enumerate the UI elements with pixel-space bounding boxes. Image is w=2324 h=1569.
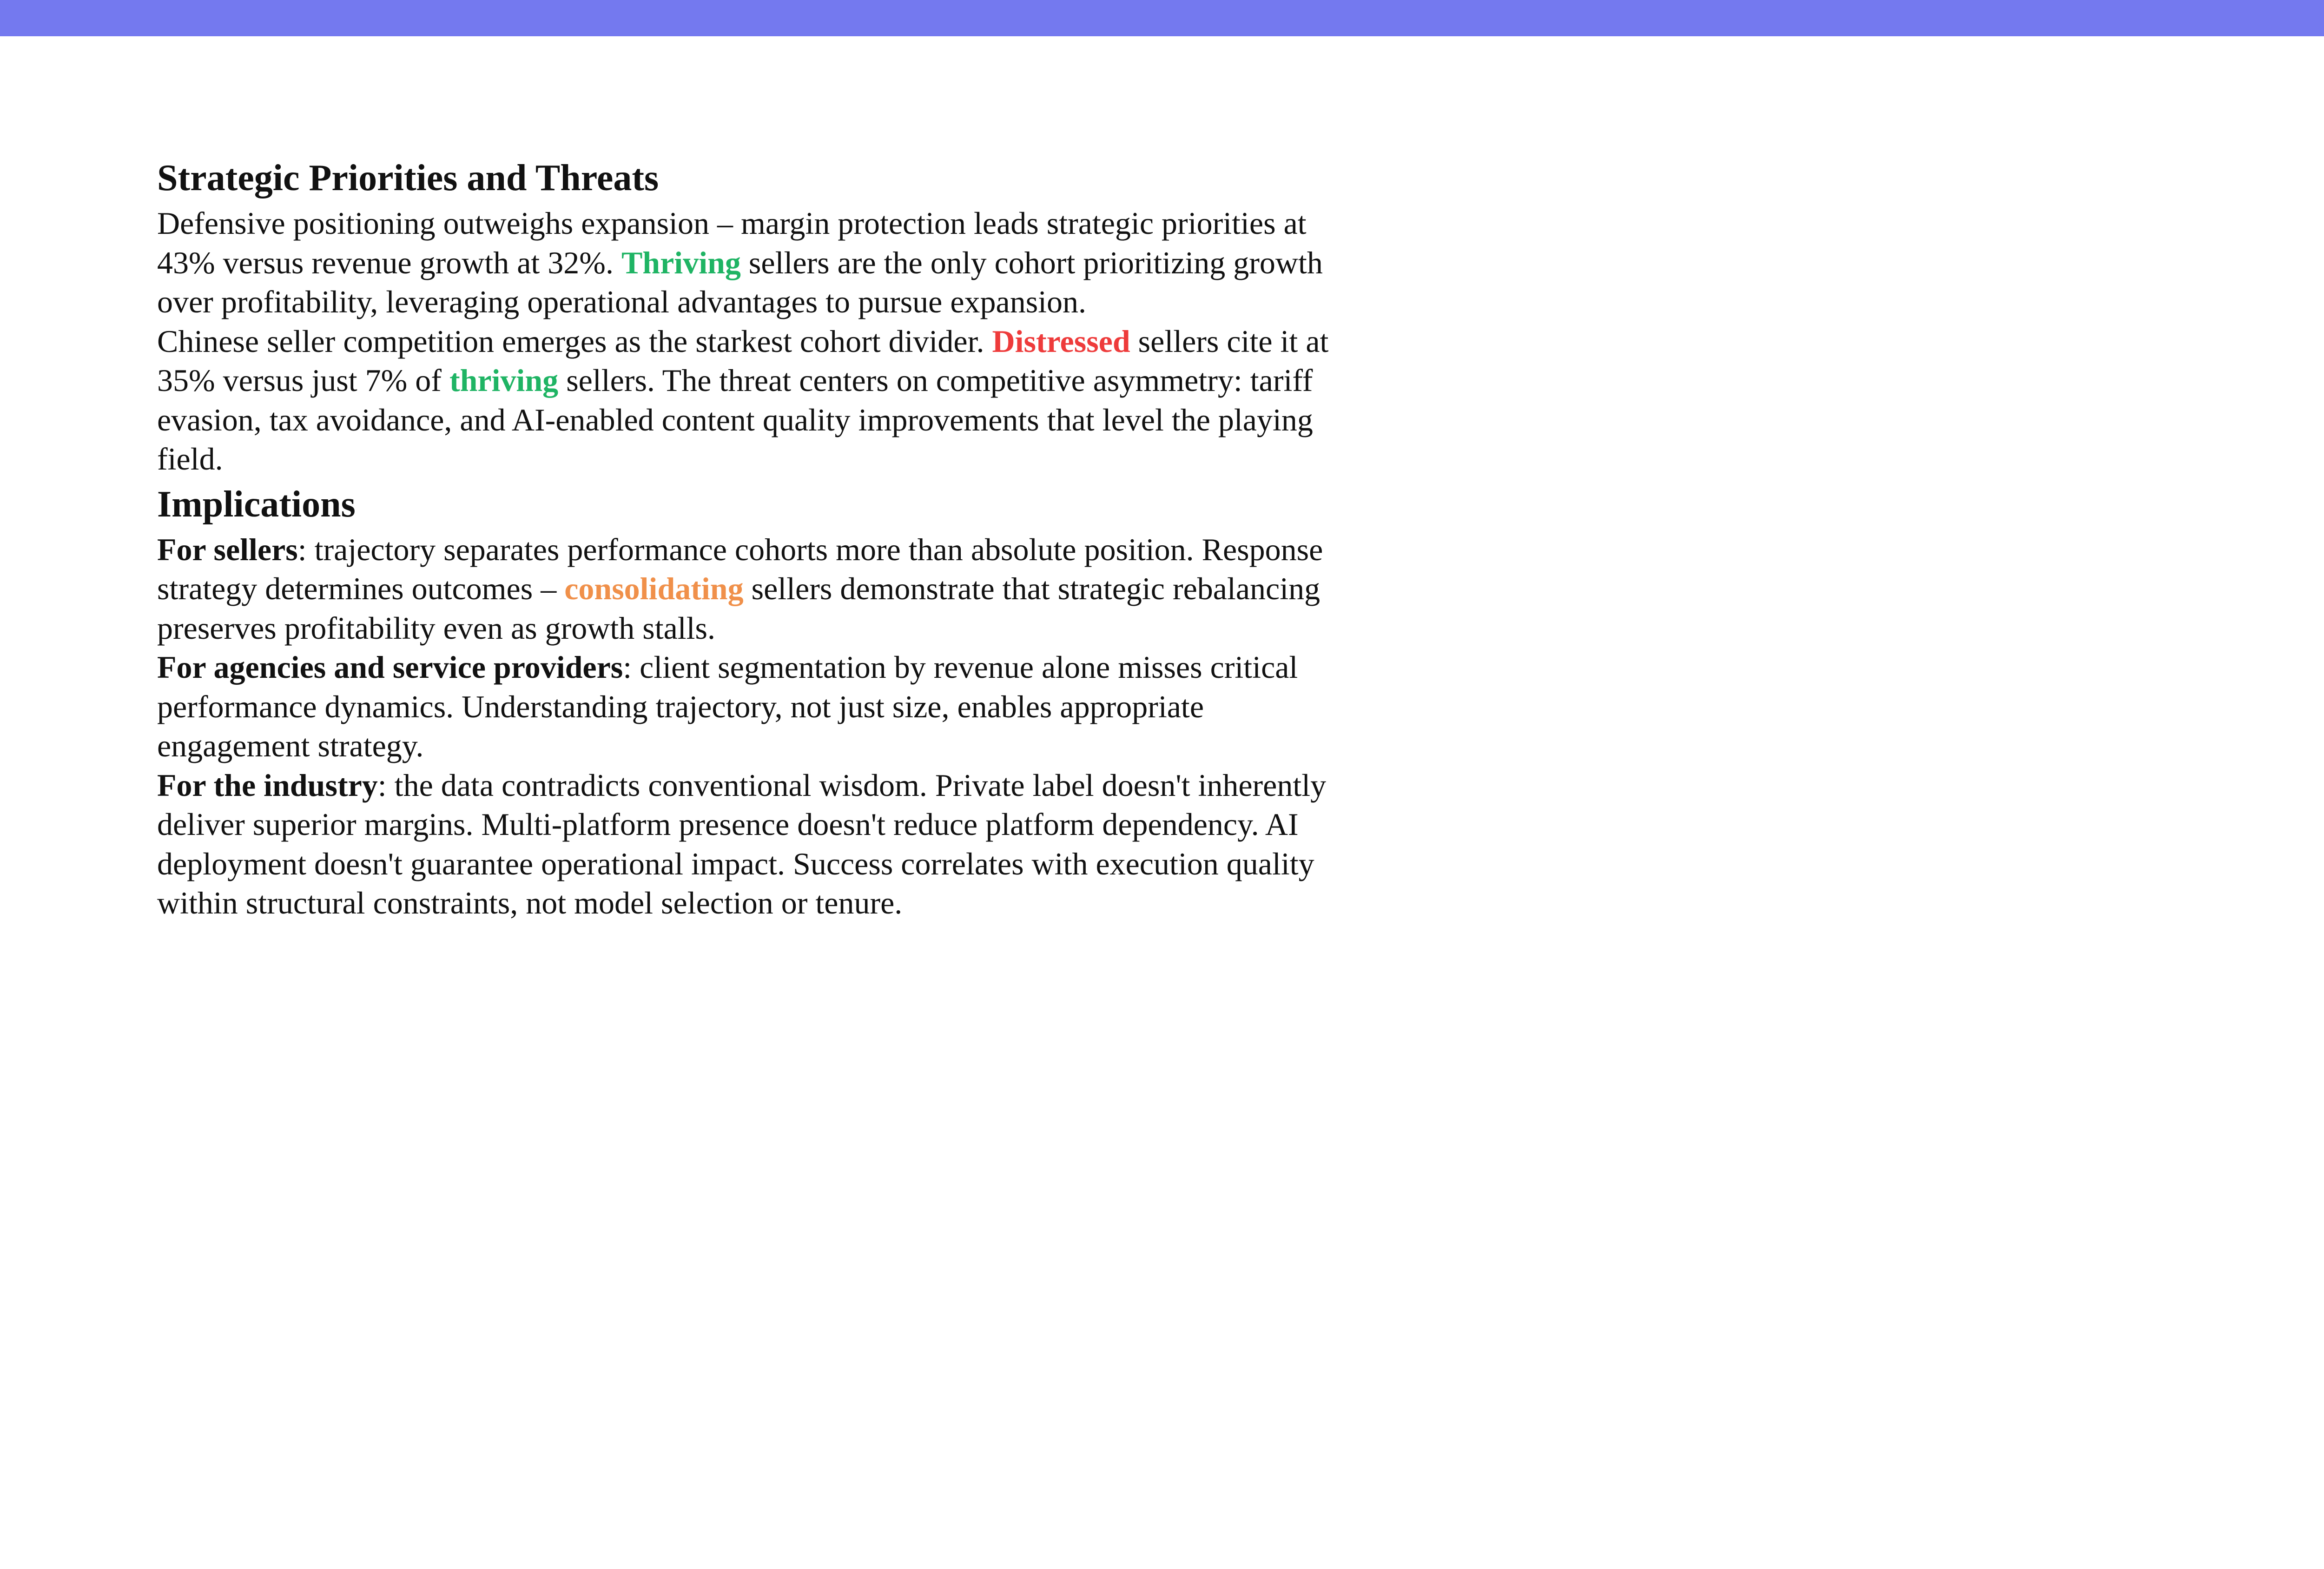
section-heading-strategic-priorities: Strategic Priorities and Threats	[157, 158, 659, 199]
paragraph-for-industry	[157, 766, 1347, 923]
paragraph-text: sellers. The threat centers on competitive asymmetry: tariff evasion, tax avoidance, and AI-enabled content quality improvements that level the playing field.	[157, 363, 1313, 477]
paragraph-text: Chinese seller competition emerges as the starkest cohort divider.	[157, 323, 992, 359]
paragraph-text: sellers cite it at 35% versus just 7% of	[157, 323, 1329, 398]
highlight-thriving: thriving	[449, 363, 559, 398]
label-for-sellers: For sellers	[157, 531, 298, 567]
paragraph-chinese-competition	[157, 322, 1347, 479]
highlight-thriving: Thriving	[621, 245, 741, 280]
label-for-agencies: For agencies and service providers	[157, 649, 623, 685]
paragraph-for-sellers	[157, 530, 1347, 648]
paragraph-text: : trajectory separates performance cohorts more than absolute position. Response strategy determines outcomes –	[157, 531, 1323, 606]
paragraph-defensive-positioning	[157, 204, 1347, 322]
paragraph-for-agencies	[157, 648, 1347, 766]
paragraph-text: : client segmentation by revenue alone misses critical performance dynamics. Understanding trajectory, not just size, enables appropriate engagement strategy.	[157, 649, 1298, 763]
label-for-industry: For the industry	[157, 767, 378, 803]
top-accent-bar	[0, 0, 2324, 36]
paragraph-text: sellers demonstrate that strategic rebalancing preserves profitability even as growth stalls.	[157, 571, 1320, 646]
paragraph-text: Defensive positioning outweighs expansion – margin protection leads strategic priorities at 43% versus revenue growth at 32%.	[157, 205, 1307, 280]
highlight-consolidating: consolidating	[564, 571, 744, 606]
paragraph-text: : the data contradicts conventional wisdom. Private label doesn't inherently deliver superior margins. Multi-platform presence doesn't reduce platform dependency. AI deployment doesn't guarantee operational impact. Success correlates with execution quality within structural constraints, not model selection or tenure.	[157, 767, 1327, 920]
highlight-distressed: Distressed	[992, 323, 1130, 359]
paragraph-text: sellers are the only cohort prioritizing growth over profitability, leveraging operational advantages to pursue expansion.	[157, 245, 1323, 319]
section-heading-implications: Implications	[157, 483, 356, 525]
main-content	[157, 152, 1347, 923]
